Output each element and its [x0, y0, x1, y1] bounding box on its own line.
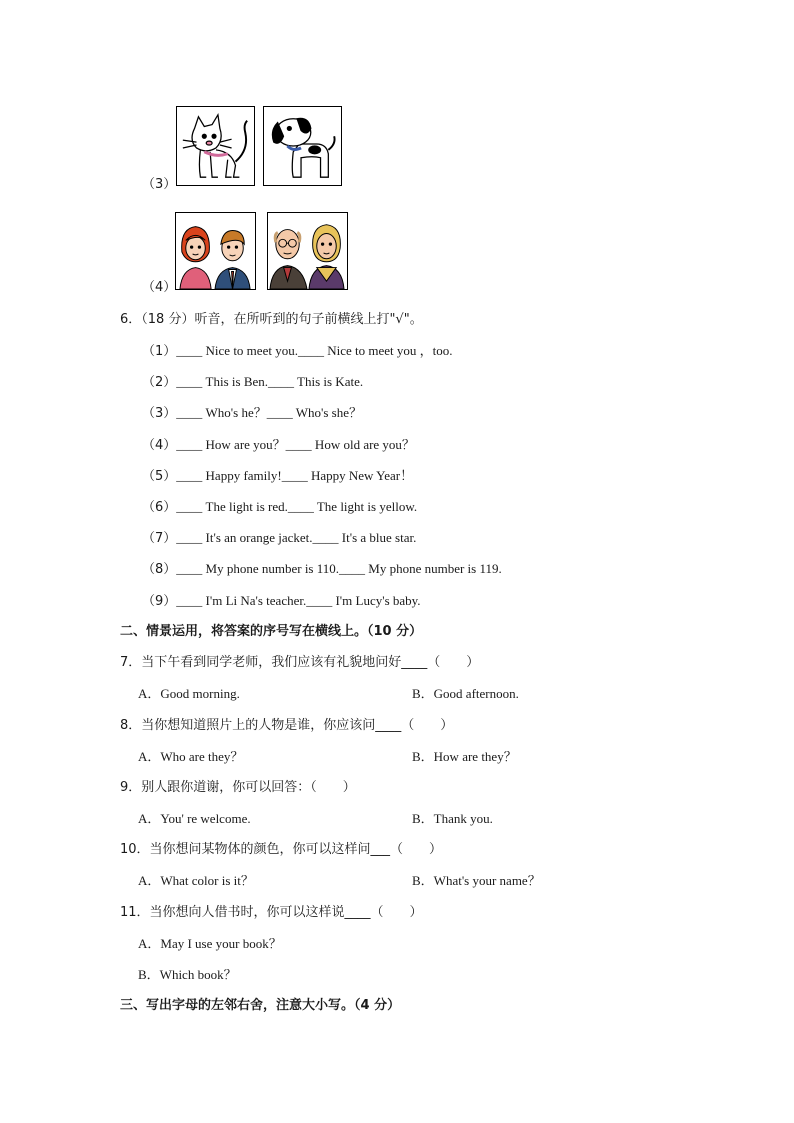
item-number: （8） — [142, 562, 177, 577]
item-text: ____ How are you？____ How old are you？ — [176, 437, 415, 452]
item-number: （1） — [142, 344, 177, 359]
grandpa-and-grandma-picture — [267, 212, 348, 290]
q10-option-b: B．What's your name？ — [412, 873, 541, 888]
section3-title: 三、写出字母的左邻右舍，注意大小写。（4 分） — [120, 998, 401, 1013]
q9-option-a: A．You' re welcome. — [138, 811, 251, 826]
section2-title: 二、情景运用，将答案的序号写在横线上。（10 分） — [120, 624, 423, 639]
q6-item — [142, 437, 415, 454]
item-number: （6） — [142, 500, 177, 515]
q8-prompt: 8．当你想知道照片上的人物是谁，你应该问____（ ） — [120, 718, 454, 733]
item-text: ____ I'm Li Na's teacher.____ I'm Lucy's baby. — [176, 593, 421, 608]
girl-and-boy-icon — [176, 213, 255, 289]
girl-and-boy-picture — [175, 212, 256, 290]
q7-option-a: A．Good morning. — [138, 686, 240, 701]
q6-item — [142, 374, 363, 391]
q9-option-b: B．Thank you. — [412, 811, 493, 826]
item-number: （9） — [142, 594, 177, 609]
item-number: （3） — [142, 406, 177, 421]
q6-item — [142, 468, 413, 485]
q6-title: 6．（18 分）听音，在所听到的句子前横线上打"√"。 — [120, 312, 423, 327]
q6-item — [142, 405, 362, 422]
q6-item — [142, 593, 421, 610]
q6-item — [142, 530, 416, 547]
q6-item — [142, 343, 452, 360]
q11-option-a: A．May I use your book？ — [138, 936, 282, 951]
cat-icon — [177, 107, 254, 185]
q7-option-b: B．Good afternoon. — [412, 686, 519, 701]
dog-icon — [264, 107, 341, 185]
item-text: ____ It's an orange jacket.____ It's a blue star. — [176, 530, 417, 545]
q5-item4-label: （4） — [142, 280, 177, 295]
dog-picture — [263, 106, 342, 186]
item-text: ____ The light is red.____ The light is yellow. — [176, 499, 418, 514]
item-number: （5） — [142, 469, 177, 484]
cat-picture — [176, 106, 255, 186]
grandpa-and-grandma-icon — [268, 213, 347, 289]
q6-item — [142, 499, 417, 516]
item-text: ____ Who's he？____ Who's she？ — [176, 405, 362, 420]
q11-prompt: 11．当你想向人借书时，你可以这样说____（ ） — [120, 905, 423, 920]
q5-item3-label: （3） — [142, 177, 177, 192]
q9-prompt: 9．别人跟你道谢，你可以回答：（ ） — [120, 780, 356, 795]
q6-item — [142, 561, 502, 578]
item-number: （2） — [142, 375, 177, 390]
q10-option-a: A．What color is it？ — [138, 873, 254, 888]
q7-prompt: 7．当下午看到同学老师，我们应该有礼貌地问好____（ ） — [120, 655, 480, 670]
item-number: （7） — [142, 531, 177, 546]
item-number: （4） — [142, 438, 177, 453]
q8-option-a: A．Who are they？ — [138, 749, 244, 764]
q10-prompt: 10．当你想问某物体的颜色，你可以这样问___（ ） — [120, 842, 443, 857]
q8-option-b: B．How are they？ — [412, 749, 517, 764]
item-text: ____ Nice to meet you.____ Nice to meet you ，too. — [176, 343, 453, 358]
item-text: ____ This is Ben.____ This is Kate. — [176, 374, 364, 389]
q11-option-b: B．Which book？ — [138, 967, 237, 982]
item-text: ____ Happy family!____ Happy New Year！ — [176, 468, 414, 483]
item-text: ____ My phone number is 110.____ My phone number is 119. — [176, 561, 502, 576]
